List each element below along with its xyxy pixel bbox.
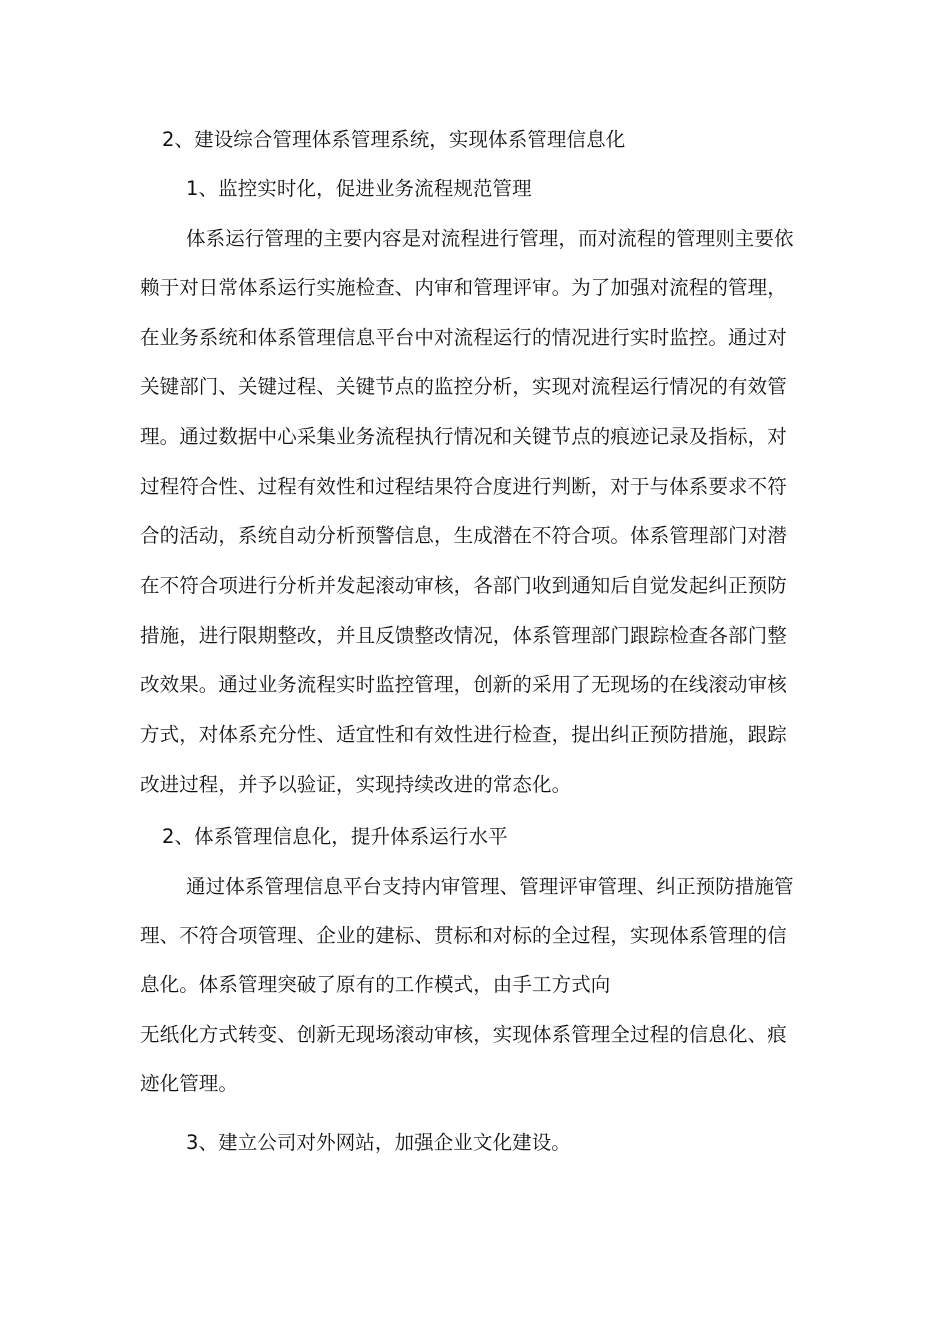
paragraph-line: 迹化管理。	[140, 1072, 239, 1095]
paragraph-line: 过程符合性、过程有效性和过程结果符合度进行判断，对于与体系要求不符	[140, 475, 787, 498]
subheading-2: 2、体系管理信息化，提升体系运行水平	[162, 825, 508, 848]
paragraph-line: 理、不符合项管理、企业的建标、贯标和对标的全过程，实现体系管理的信	[140, 924, 787, 947]
paragraph-line: 措施，进行限期整改，并且反馈整改情况，体系管理部门跟踪检查各部门整	[140, 624, 787, 647]
paragraph-line: 在业务系统和体系管理信息平台中对流程运行的情况进行实时监控。通过对	[140, 326, 787, 349]
paragraph-line: 在不符合项进行分析并发起滚动审核，各部门收到通知后自觉发起纠正预防	[140, 574, 787, 597]
paragraph-line: 赖于对日常体系运行实施检查、内审和管理评审。为了加强对流程的管理，	[140, 276, 787, 299]
subheading-1: 1、监控实时化，促进业务流程规范管理	[186, 177, 532, 200]
paragraph-line: 关键部门、关键过程、关键节点的监控分析，实现对流程运行情况的有效管	[140, 375, 787, 398]
paragraph-line: 改进过程，并予以验证，实现持续改进的常态化。	[140, 773, 572, 796]
section-heading-2: 2、建设综合管理体系管理系统，实现体系管理信息化	[162, 128, 626, 151]
section-heading-3: 3、建立公司对外网站，加强企业文化建设。	[186, 1131, 571, 1154]
paragraph-line: 合的活动，系统自动分析预警信息，生成潜在不符合项。体系管理部门对潜	[140, 524, 787, 547]
paragraph-line: 方式，对体系充分性、适宜性和有效性进行检查，提出纠正预防措施，跟踪	[140, 723, 787, 746]
paragraph-line: 改效果。通过业务流程实时监控管理，创新的采用了无现场的在线滚动审核	[140, 673, 787, 696]
paragraph-line: 理。通过数据中心采集业务流程执行情况和关键节点的痕迹记录及指标，对	[140, 425, 787, 448]
paragraph-line: 通过体系管理信息平台支持内审管理、管理评审管理、纠正预防措施管	[186, 875, 794, 898]
paragraph-line: 息化。体系管理突破了原有的工作模式，由手工方式向	[140, 973, 611, 996]
paragraph-line: 体系运行管理的主要内容是对流程进行管理，而对流程的管理则主要依	[186, 227, 794, 250]
paragraph-line: 无纸化方式转变、创新无现场滚动审核，实现体系管理全过程的信息化、痕	[140, 1023, 787, 1046]
